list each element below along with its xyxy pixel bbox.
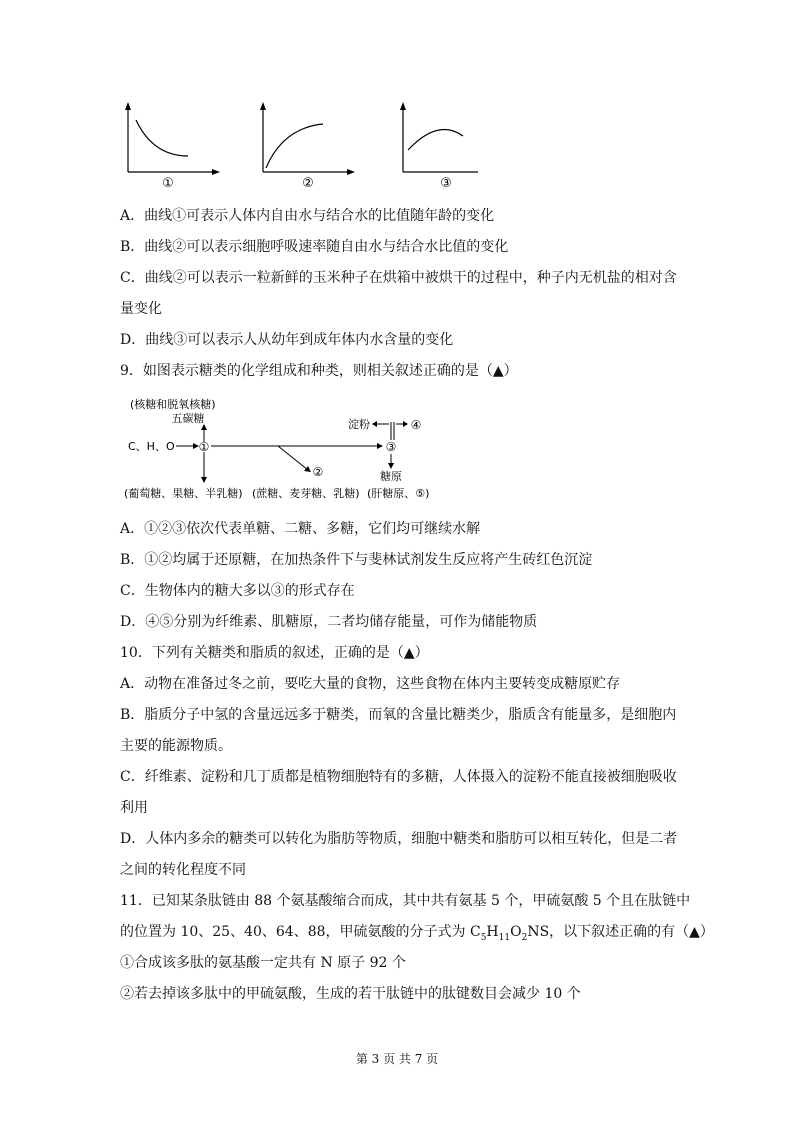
curve-graphs — [118, 98, 478, 194]
q9-option-a: A．①②③依次代表单糖、二糖、多糖，它们均可继续水解 — [120, 521, 481, 537]
graph-3 — [400, 102, 478, 190]
q9-option-d: D．④⑤分别为纤维素、肌糖原，二者均储存能量，可作为储能物质 — [120, 614, 538, 630]
node-3: ③ — [385, 440, 397, 454]
q10-option-d-line1: D．人体内多余的糖类可以转化为脂肪等物质，细胞中糖类和脂肪可以相互转化，但是二者 — [120, 831, 678, 847]
node-1: ① — [198, 440, 210, 454]
node-2: ② — [312, 465, 324, 479]
q8-option-c-line2: 量变化 — [120, 301, 162, 317]
q10-option-b-line1: B．脂质分子中氢的含量远远多于糖类，而氧的含量比糖类少，脂质含有能量多，是细胞内 — [120, 707, 677, 723]
q10-option-c-line1: C．纤维素、淀粉和几丁质都是植物细胞特有的多糖，人体摄入的淀粉不能直接被细胞吸收 — [120, 769, 677, 785]
q11-stem-line2: 的位置为 10、25、40、64、88，甲硫氨酸的分子式为 $C_5H_{11}O_2NS$，以下叙述正确的有（▲） — [120, 924, 714, 943]
q8-option-d: D．曲线③可以表示人从幼年到成年体内水含量的变化 — [120, 332, 454, 348]
graph-3-label: ③ — [440, 176, 452, 190]
q9-option-c: C．生物体内的糖大多以③的形式存在 — [120, 583, 355, 599]
graph-1-label: ① — [162, 176, 174, 190]
starch-label: 淀粉 — [348, 418, 370, 431]
q8-option-a: A．曲线①可表示人体内自由水与结合水的比值随年龄的变化 — [120, 208, 495, 224]
q10-option-b-line2: 主要的能源物质。 — [120, 738, 232, 754]
q10-option-c-line2: 利用 — [120, 800, 148, 816]
disaccharide-examples: (蔗糖、麦芽糖、乳糖) — [252, 487, 360, 500]
q9-stem: 9．如图表示糖类的化学组成和种类，则相关叙述正确的是（▲） — [120, 363, 518, 379]
graph-2 — [260, 102, 355, 190]
graph-1 — [125, 102, 220, 190]
q8-option-c-line1: C．曲线②可以表示一粒新鲜的玉米种子在烘箱中被烘干的过程中，种子内无机盐的相对含 — [120, 270, 677, 286]
page-footer: 第 3 页 共 7 页 — [355, 1052, 439, 1066]
pentose-note: (核糖和脱氧核糖) — [130, 398, 216, 411]
q9-option-b: B．①②均属于还原糖，在加热条件下与斐林试剂发生反应将产生砖红色沉淀 — [120, 552, 593, 568]
q11-item-1: ①合成该多肽的氨基酸一定共有 N 原子 92 个 — [120, 955, 406, 971]
monosaccharide-examples: (葡萄糖、果糖、半乳糖) — [124, 487, 243, 500]
graph-2-label: ② — [302, 176, 314, 190]
q8-option-b: B．曲线②可以表示细胞呼吸速率随自由水与结合水比值的变化 — [120, 239, 509, 255]
q10-option-d-line2: 之间的转化程度不同 — [120, 862, 246, 878]
glycogen-label: 糖原 — [380, 470, 402, 483]
pentose-label: 五碳糖 — [171, 412, 205, 425]
source-elements: C、H、O — [128, 440, 175, 453]
q10-option-a: A．动物在准备过冬之前，要吃大量的食物，这些食物在体内主要转变成糖原贮存 — [120, 676, 621, 692]
polysaccharide-examples: (肝糖原、⑤) — [367, 487, 430, 500]
sugar-classification-diagram — [118, 394, 448, 510]
q11-item-2: ②若去掉该多肽中的甲硫氨酸，生成的若干肽链中的肽键数目会减少 10 个 — [120, 986, 581, 1002]
node-4: ④ — [410, 418, 422, 432]
q10-stem: 10．下列有关糖类和脂质的叙述，正确的是（▲） — [120, 645, 429, 661]
q11-stem-line1: 11．已知某条肽链由 88 个氨基酸缩合而成，其中共有氨基 5 个，甲硫氨酸 5 个且在肽链中 — [120, 893, 691, 909]
